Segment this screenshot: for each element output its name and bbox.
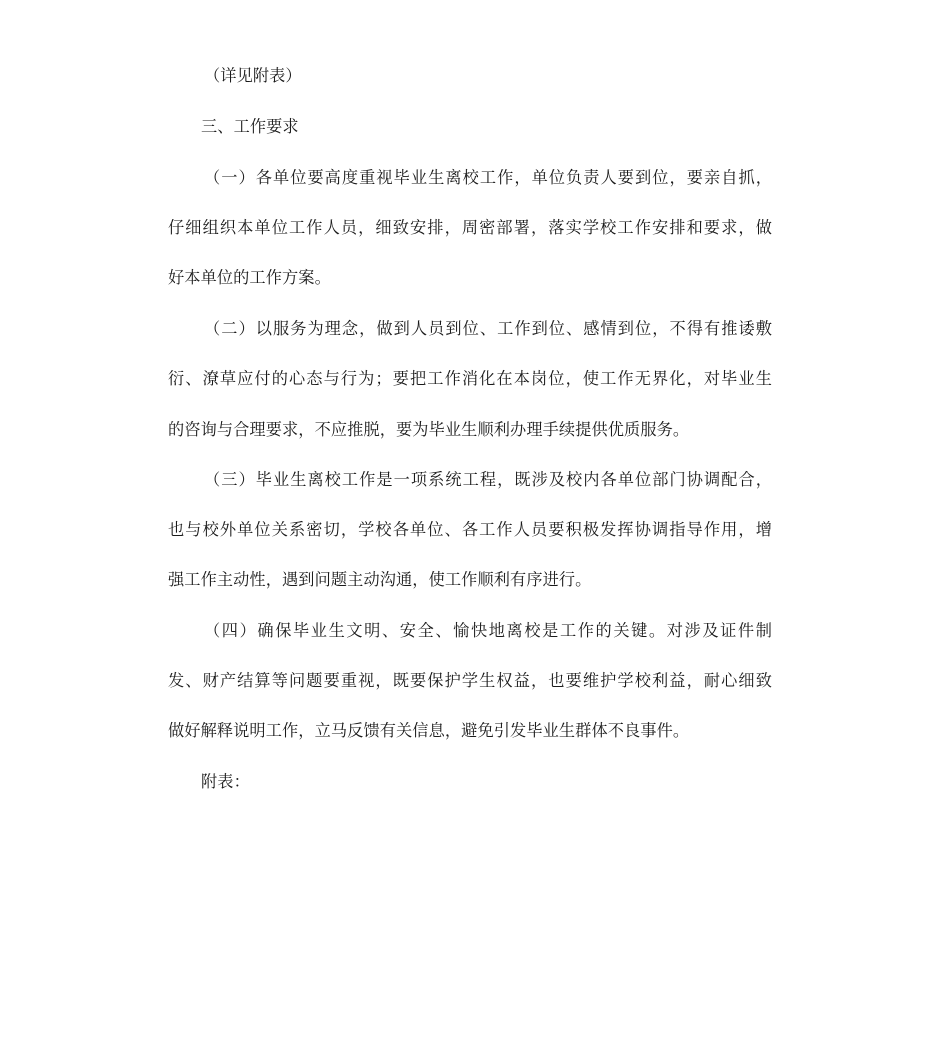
paragraph-2-line-1: （二）以服务为理念，做到人员到位、工作到位、感情到位，不得有推诿敷 [204,319,772,338]
paragraph-4-line-2: 发、财产结算等问题要重视，既要保护学生权益，也要维护学校利益，耐心细致 [168,671,772,690]
paragraph-3-line-1: （三）毕业生离校工作是一项系统工程，既涉及校内各单位部门协调配合， [204,470,772,489]
paragraph-3-line-3: 强工作主动性，遇到问题主动沟通，使工作顺利有序进行。 [168,570,592,589]
paragraph-3-line-2: 也与校外单位关系密切，学校各单位、各工作人员要积极发挥协调指导作用，增 [168,520,772,539]
paragraph-2-line-2: 衍、潦草应付的心态与行为；要把工作消化在本岗位，使工作无界化，对毕业生 [168,369,772,388]
paragraph-1-line-3: 好本单位的工作方案。 [168,268,331,287]
paragraph-4-line-1: （四）确保毕业生文明、安全、愉快地离校是工作的关键。对涉及证件制 [204,621,772,640]
paragraph-4-line-3: 做好解释说明工作，立马反馈有关信息，避免引发毕业生群体不良事件。 [168,721,690,740]
paragraph-1-line-1: （一）各单位要高度重视毕业生离校工作，单位负责人要到位，要亲自抓， [204,168,772,187]
paragraph-1-line-2: 仔细组织本单位工作人员，细致安排，周密部署，落实学校工作安排和要求，做 [168,218,772,237]
attachment-label: 附表： [201,772,250,791]
paragraph-2-line-3: 的咨询与合理要求，不应推脱，要为毕业生顺利办理手续提供优质服务。 [168,420,690,439]
section-heading-work-requirements: 三、工作要求 [201,117,299,136]
see-attachment-note: （详见附表） [204,66,302,85]
